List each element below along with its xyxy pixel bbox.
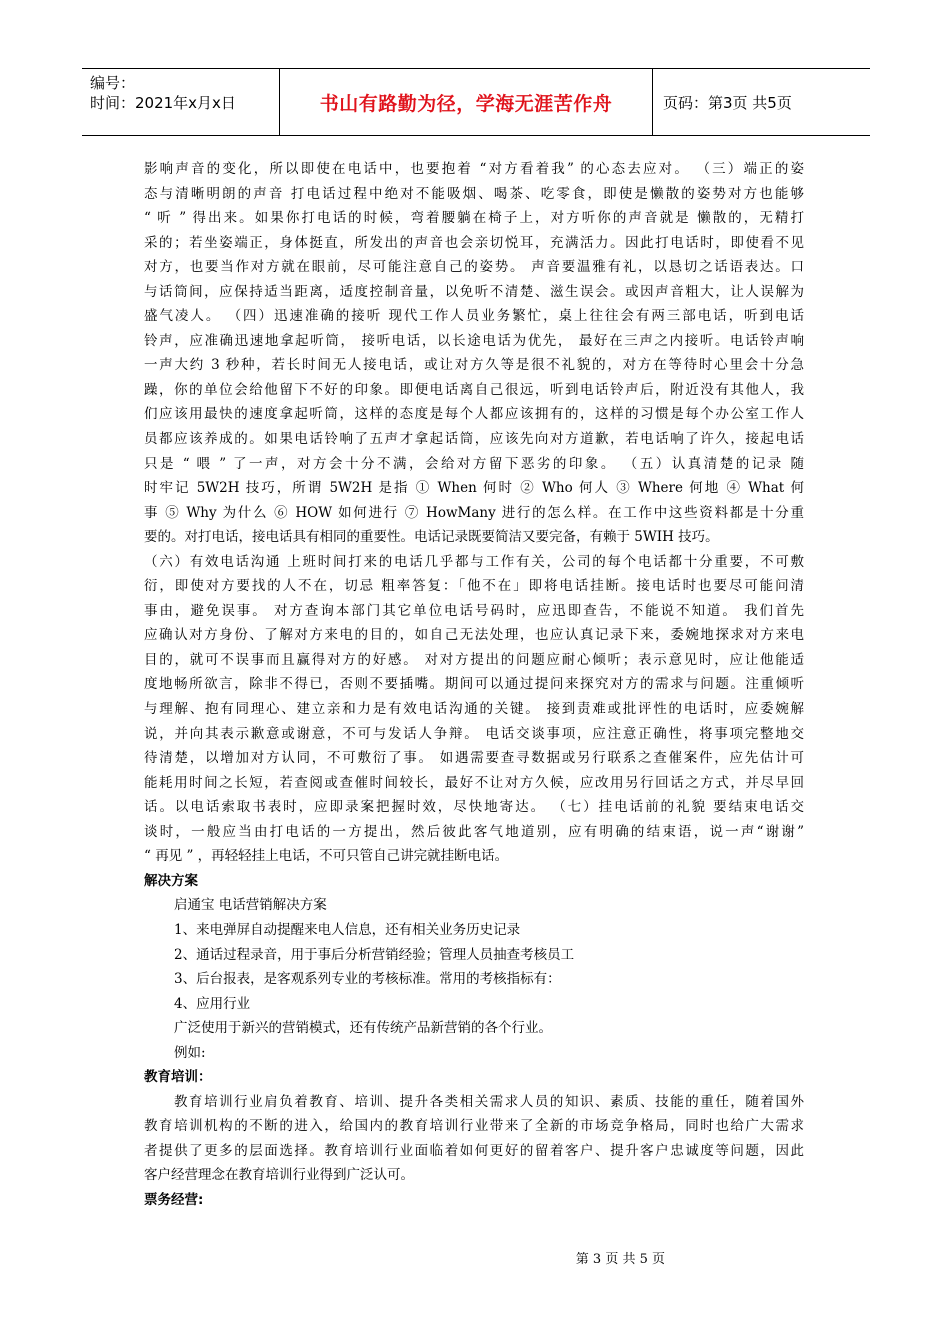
text-line: 者提供了更多的层面选择。教育培训行业面临着如何更好的留着客户、提升客户忠诚度等问题，因此 bbox=[144, 1142, 804, 1159]
document-date-label: 时间：2021年x月x日 bbox=[90, 94, 236, 112]
text-line: 一声大约 3 秒种，若长时间无人接电话，或让对方久等是很不礼貌的，对方在等待时心里会十分急 bbox=[144, 357, 804, 374]
page-footer: 第 3 页 共 5 页 bbox=[575, 1252, 665, 1267]
text-line: 铃声，应准确迅速地拿起听筒， 接听电话，以长途电话为优先， 最好在三声之内接听。电话铃声响 bbox=[144, 332, 804, 349]
solution-item: 4、应用行业 bbox=[174, 995, 251, 1012]
solution-item: 广泛使用于新兴的营销模式，还有传统产品新营销的各个行业。 bbox=[174, 1020, 552, 1037]
text-line: “ 听 ” 得出来。如果你打电话的时候，弯着腰躺在椅子上，对方听你的声音就是 懒散的，无精打 bbox=[144, 210, 804, 227]
solution-item: 2、通话过程录音，用于事后分析营销经验；管理人员抽查考核员工 bbox=[174, 946, 575, 963]
text-line: 与理解、抱有同理心、建立亲和力是有效电话沟通的关键。 接到责难或批评性的电话时，应委婉解 bbox=[144, 701, 804, 718]
text-line: 能耗用时间之长短，若查阅或查催时间较长，最好不让对方久候，应改用另行回话之方式，并尽早回 bbox=[144, 774, 804, 791]
text-line: 员都应该养成的。如果电话铃响了五声才拿起话筒，应该先向对方道歉，若电话响了许久，接起电话 bbox=[144, 431, 804, 448]
text-line: 待清楚，以增加对方认同，不可敷衍了事。 如遇需要查寻数据或另行联系之查催案件，应先估计可 bbox=[144, 750, 804, 767]
text-line: 衍，即使对方要找的人不在，切忌 粗率答复：「他不在」即将电话挂断。接电话时也要尽可能问清 bbox=[144, 578, 804, 595]
text-line: 客户经营理念在教育培训行业得到广泛认可。 bbox=[144, 1167, 414, 1184]
text-line: 们应该用最快的速度拿起听筒，这样的态度是每个人都应该拥有的，这样的习惯是每个办公室工作人 bbox=[144, 406, 804, 423]
text-line: 谈时，一般应当由打电话的一方提出，然后彼此客气地道别，应有明确的结束语，说一声“谢谢” bbox=[144, 823, 804, 840]
header-meta bbox=[82, 69, 280, 135]
text-line: 要的。对打电话，接电话具有相同的重要性。电话记录既要简洁又要完备，有赖于 5WIH 技巧。 bbox=[144, 529, 719, 546]
text-line: （六）有效电话沟通 上班时间打来的电话几乎都与工作有关，公司的每个电话都十分重要，不可敷 bbox=[144, 553, 804, 570]
solution-list bbox=[144, 893, 804, 1065]
text-line: 度地畅所欲言，除非不得已，否则不要插嘴。期间可以通过提问来探究对方的需求与问题。注重倾听 bbox=[144, 676, 804, 693]
text-line: 事 ⑤ Why 为什么 ⑥ HOW 如何进行 ⑦ HowMany 进行的怎么样。在工作中这些资料都是十分重 bbox=[144, 504, 804, 521]
text-line: 躁，你的单位会给他留下不好的印象。即便电话离自己很远，听到电话铃声后，附近没有其他人，我 bbox=[144, 381, 804, 398]
text-line: “ 再见 ” ，再轻轻挂上电话，不可只管自己讲完就挂断电话。 bbox=[144, 848, 509, 865]
text-line: 事由，避免误事。 对方查询本部门其它单位电话号码时，应迅即查告，不能说不知道。 我们首先 bbox=[144, 602, 804, 619]
header-motto: 书山有路勤为径，学海无涯苦作舟 bbox=[280, 69, 653, 135]
text-line: 盛气凌人。 （四）迅速准确的接听 现代工作人员业务繁忙，桌上往往会有两三部电话，听到电话 bbox=[144, 308, 804, 325]
text-line: 影响声音的变化，所以即使在电话中，也要抱着 “对方看着我” 的心态去应对。 （三）端正的姿 bbox=[144, 161, 804, 177]
solution-item: 例如: bbox=[174, 1044, 206, 1061]
text-line: 对方，也要当作对方就在眼前，尽可能注意自己的姿势。 声音要温雅有礼，以恳切之话语表达。口 bbox=[144, 259, 804, 276]
ticketing-heading: 票务经营: bbox=[144, 1191, 204, 1208]
text-line: 态与清晰明朗的声音 打电话过程中绝对不能吸烟、喝茶、吃零食，即使是懒散的姿势对方也能够 bbox=[144, 185, 804, 202]
text-line: 目的，就可不误事而且赢得对方的好感。 对对方提出的问题应耐心倾听；表示意见时，应让他能适 bbox=[144, 651, 804, 668]
text-line: 说，并向其表示歉意或谢意，不可与发话人争辩。 电话交谈事项，应注意正确性，将事项完整地交 bbox=[144, 725, 804, 742]
text-line: 采的；若坐姿端正，身体挺直，所发出的声音也会亲切悦耳，充满活力。因此打电话时，即使看不见 bbox=[144, 234, 804, 251]
solution-item: 3、后台报表，是客观系列专业的考核标准。常用的考核指标有： bbox=[174, 971, 561, 988]
solution-item: 1、来电弹屏自动提醒来电人信息，还有相关业务历史记录 bbox=[174, 921, 521, 938]
text-line: 话。以电话索取书表时，应即录案把握时效，尽快地寄达。 （七）挂电话前的礼貌 要结束电话交 bbox=[144, 799, 804, 816]
text-line: 时牢记 5W2H 技巧，所谓 5W2H 是指 ① When 何时 ② Who 何人 ③ Where 何地 ④ What 何 bbox=[144, 480, 804, 497]
body-paragraph bbox=[144, 157, 804, 869]
education-paragraph bbox=[144, 1090, 804, 1188]
text-line: 与话筒间，应保持适当距离，适度控制音量，以免听不清楚、滋生误会。或因声音粗大，让人误解为 bbox=[144, 283, 804, 300]
text-line: 教育培训行业肩负着教育、培训、提升各类相关需求人员的知识、素质、技能的重任，随着国外 bbox=[174, 1093, 804, 1110]
solution-heading: 解决方案 bbox=[144, 872, 198, 889]
text-line: 应确认对方身份、了解对方来电的目的，如自己无法处理，也应认真记录下来，委婉地探求对方来电 bbox=[144, 627, 804, 644]
text-line: 只是 “ 喂 ” 了一声，对方会十分不满，会给对方留下恶劣的印象。 （五）认真清楚的记录 随 bbox=[144, 455, 804, 472]
header-page-label: 页码：第3页 共5页 bbox=[663, 93, 792, 112]
text-line: 教育培训机构的不断的进入，给国内的教育培训行业带来了全新的市场竞争格局，同时也给广大需求 bbox=[144, 1118, 804, 1135]
document-body bbox=[144, 157, 804, 1213]
page-header bbox=[82, 68, 870, 136]
education-heading: 教育培训： bbox=[144, 1069, 212, 1086]
solution-item: 启通宝 电话营销解决方案 bbox=[174, 897, 327, 914]
document-number-label: 编号： bbox=[90, 74, 136, 92]
